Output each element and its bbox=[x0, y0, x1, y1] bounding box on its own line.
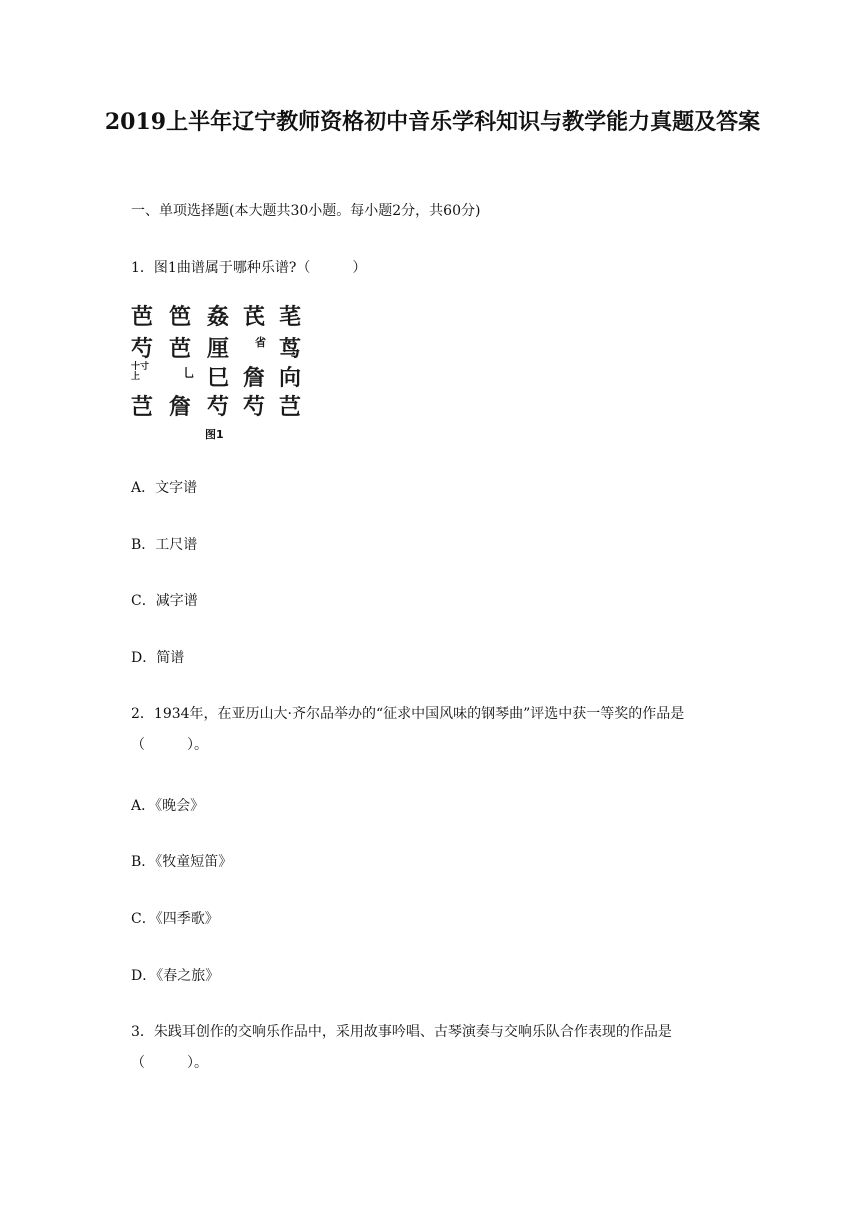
question-2-option-d: D．《春之旅》 bbox=[131, 968, 220, 984]
notation-glyph: 芼 bbox=[279, 304, 302, 330]
notation-glyph: 向 bbox=[279, 365, 302, 391]
notation-glyph: 省 bbox=[255, 336, 266, 349]
section-heading: 一、单项选择题(本大题共30小题。每小题2分，共60分) bbox=[131, 203, 481, 219]
notation-glyph: 芪 bbox=[243, 304, 266, 330]
notation-glyph: 笆 bbox=[169, 304, 192, 330]
notation-glyph: 茑 bbox=[279, 336, 302, 362]
notation-glyph: 芑 bbox=[279, 394, 302, 420]
question-2-option-a: A．《晚会》 bbox=[131, 798, 205, 814]
notation-glyph: 十寸上 bbox=[131, 362, 150, 382]
notation-glyph: 姦 bbox=[207, 304, 230, 330]
figure-1-caption: 图1 bbox=[205, 428, 224, 441]
notation-glyph: 詹 bbox=[243, 365, 266, 391]
notation-glyph: 芑 bbox=[131, 394, 154, 420]
question-1-option-d: D．简谱 bbox=[131, 650, 185, 666]
notation-glyph: 厘 bbox=[207, 336, 230, 362]
question-2-option-c: C．《四季歌》 bbox=[131, 911, 219, 927]
figure-1-notation-image bbox=[131, 298, 303, 440]
notation-glyph: 芍 bbox=[207, 394, 230, 420]
notation-glyph: 芍 bbox=[131, 336, 154, 362]
notation-glyph: 芍 bbox=[243, 394, 266, 420]
notation-glyph: 巳 bbox=[207, 365, 230, 391]
notation-glyph: 芭 bbox=[131, 304, 154, 330]
question-2-option-b: B．《牧童短笛》 bbox=[131, 854, 233, 870]
notation-glyph: 乚 bbox=[183, 366, 196, 380]
question-1-option-a: A．文字谱 bbox=[131, 480, 198, 496]
question-1-option-c: C．减字谱 bbox=[131, 593, 198, 609]
question-3-stem: 3．朱践耳创作的交响乐作品中，采用故事吟唱、古琴演奏与交响乐队合作表现的作品是（ ）。 bbox=[131, 1024, 672, 1071]
question-1-option-b: B．工尺谱 bbox=[131, 537, 198, 553]
notation-glyph: 芭 bbox=[169, 336, 192, 362]
question-1-stem: 1．图1曲谱属于哪种乐谱?（ ） bbox=[131, 260, 367, 276]
document-title: 2019上半年辽宁教师资格初中音乐学科知识与教学能力真题及答案 bbox=[104, 109, 761, 135]
notation-glyph: 詹 bbox=[169, 394, 192, 420]
question-2-stem: 2．1934年，在亚历山大·齐尔品举办的“征求中国风味的钢琴曲”评选中获一等奖的作品是（ ）。 bbox=[131, 706, 685, 753]
